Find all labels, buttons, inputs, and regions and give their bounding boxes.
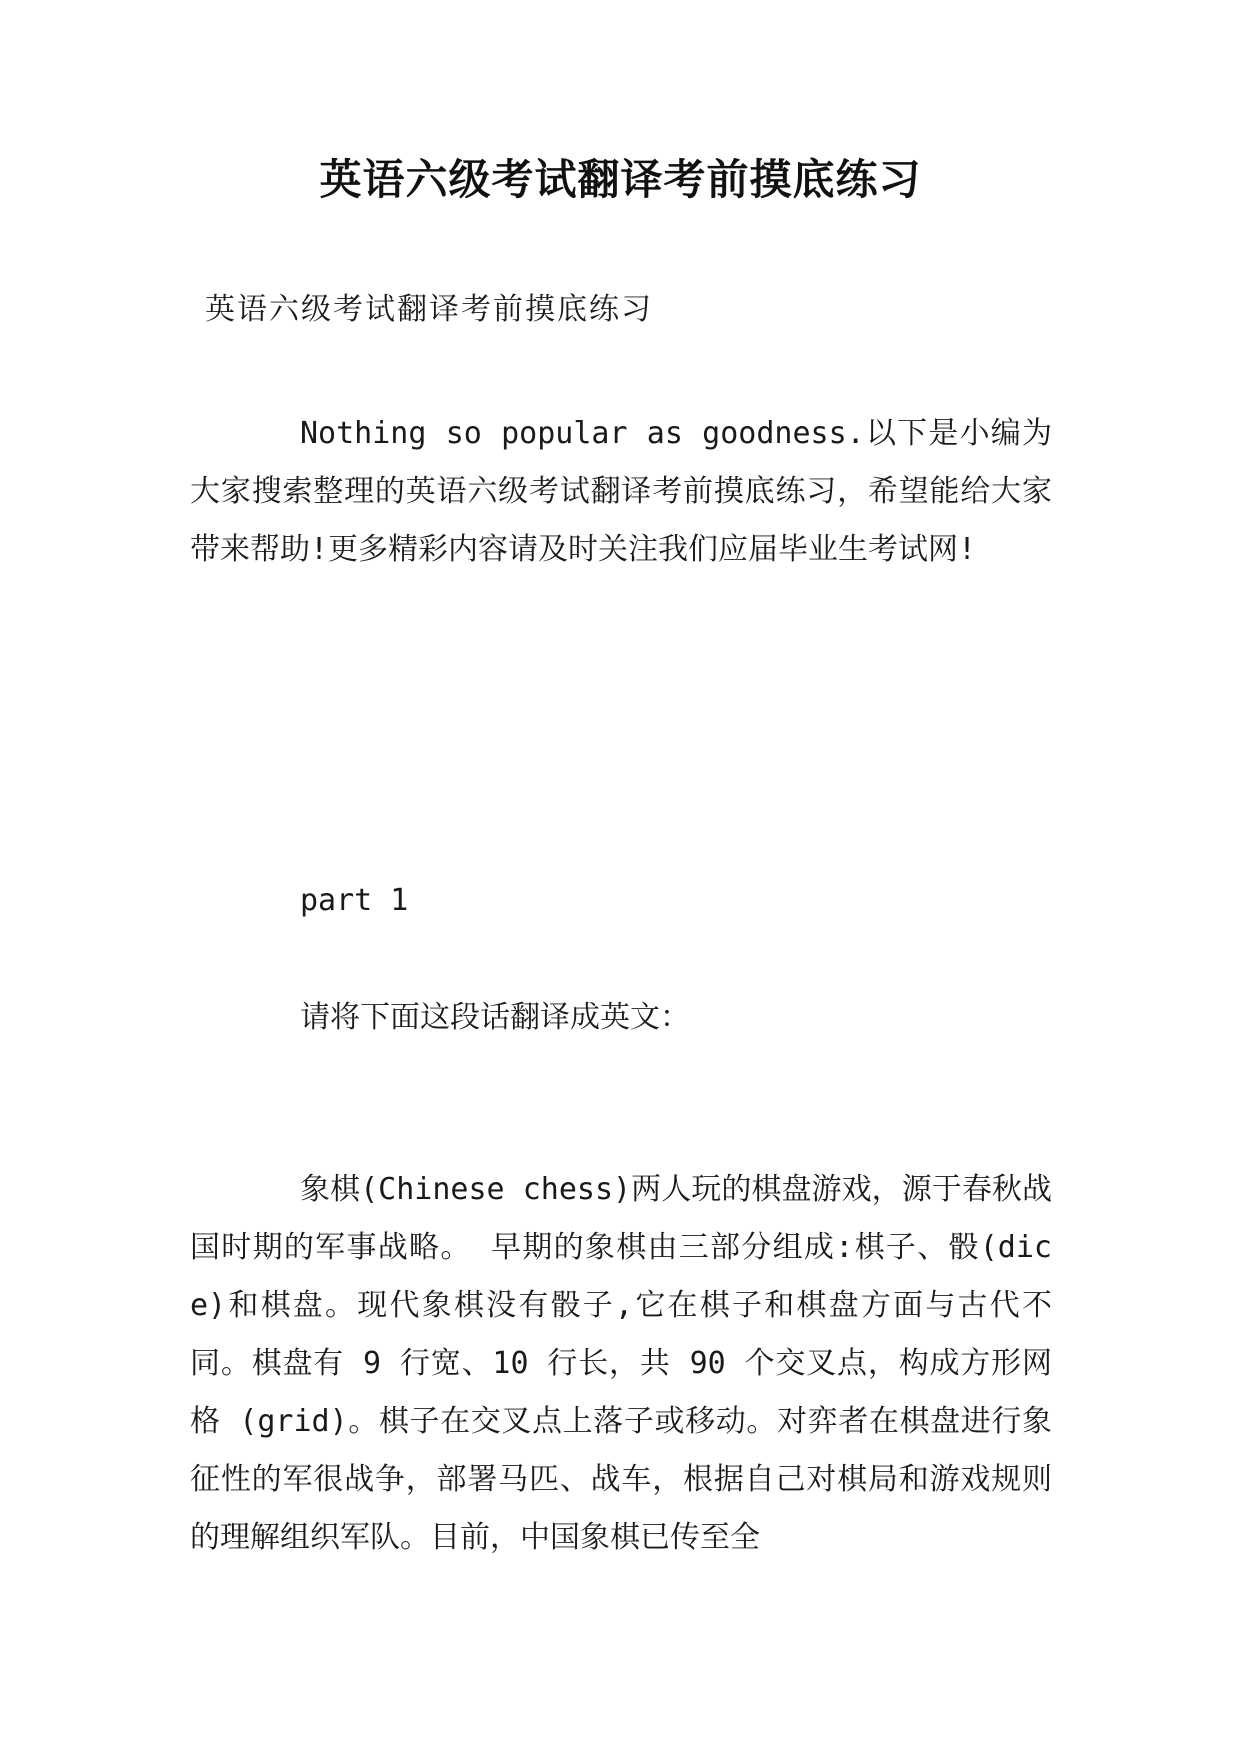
passage-paragraph: 象棋(Chinese chess)两人玩的棋盘游戏，源于春秋战国时期的军事战略。 早期的象棋由三部分组成:棋子、骰(dice)和棋盘。现代象棋没有骰子,它在棋子和棋盘方面与古代不同。棋盘有 9 行宽、10 行长，共 90 个交叉点，构成方形网格 (grid)。棋子在交叉点上落子或移动。对弈者在棋盘进行象征性的军很战争，部署马匹、战车，根据自己对棋局和游戏规则的理解组织军队。目前，中国象棋已传至全 bbox=[190, 1172, 1052, 1555]
intro-paragraph: Nothing so popular as goodness.以下是小编为大家搜索整理的英语六级考试翻译考前摸底练习，希望能给大家带来帮助!更多精彩内容请及时关注我们应届毕业生考试网! bbox=[190, 416, 1052, 567]
part-label: part 1 bbox=[300, 883, 409, 918]
document-subtitle: 英语六级考试翻译考前摸底练习 bbox=[205, 292, 653, 327]
instruction-text: 请将下面这段话翻译成英文： bbox=[300, 1000, 690, 1035]
document-title: 英语六级考试翻译考前摸底练习 bbox=[319, 155, 922, 204]
